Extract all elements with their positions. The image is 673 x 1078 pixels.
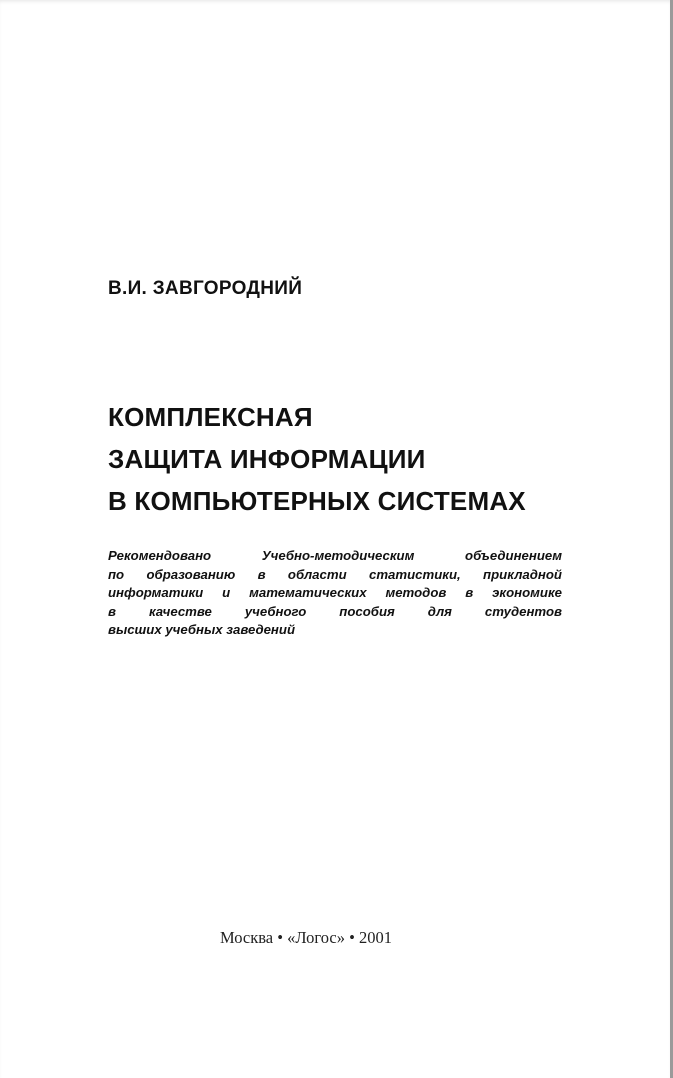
recommendation-line: высших учебных заведений — [108, 622, 296, 638]
recommendation-line: в качестве учебного пособия для студентов — [108, 603, 562, 619]
title-line: В КОМПЬЮТЕРНЫХ СИСТЕМАХ — [108, 486, 526, 516]
title-line: КОМПЛЕКСНАЯ — [108, 402, 313, 432]
imprint: Москва • «Логос» • 2001 — [219, 928, 393, 947]
recommendation-line: по образованию в области статистики, прикладной — [108, 566, 562, 582]
recommendation-line: Рекомендовано Учебно-методическим объединением — [108, 548, 562, 563]
recommendation-text — [108, 547, 562, 640]
author-name: В.И. ЗАВГОРОДНИЙ — [108, 278, 303, 299]
book-title — [108, 396, 526, 522]
title-line: ЗАЩИТА ИНФОРМАЦИИ — [108, 444, 426, 474]
recommendation-line: информатики и математических методов в экономике — [108, 585, 562, 601]
